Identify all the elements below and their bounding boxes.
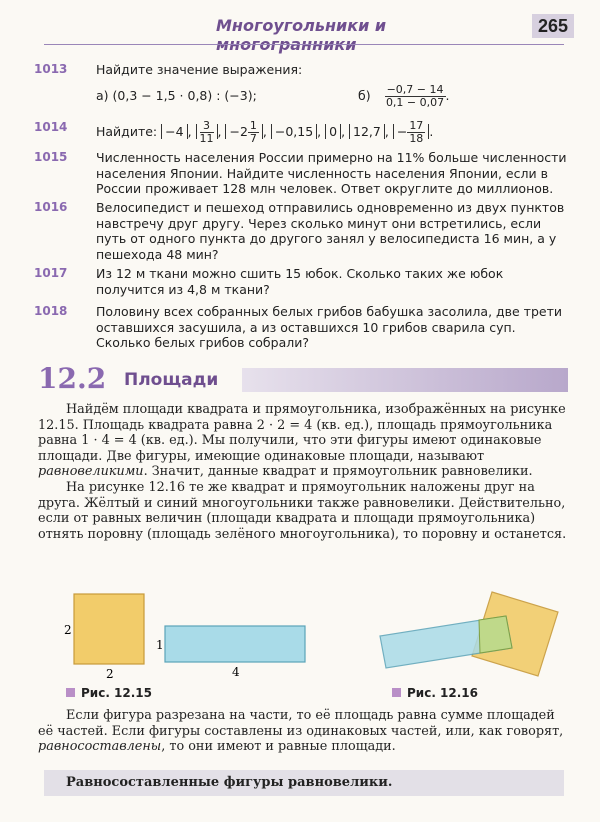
part-b-label: б) (358, 87, 371, 103)
sign: − (396, 124, 408, 139)
abs-value-1: −4 (161, 124, 187, 139)
section-number: 12.2 (38, 362, 107, 395)
separator: , (384, 124, 393, 139)
abs-value-4: −0,15 (271, 124, 317, 139)
exercise-text: Из 12 м ткани можно сшить 15 юбок. Сколько таких же юбок получится из 4,8 м ткани? (96, 266, 504, 297)
exercise-number: 1015 (34, 150, 68, 164)
exercise-number: 1013 (34, 62, 68, 76)
exercise-text: Численность населения России примерно на 11% больше численности населения Японии. Найдите численность населения Японии, если в России проживает 128 млн человек. Ответ округлите до миллионов. (96, 150, 567, 196)
fraction-numerator: 17 (409, 119, 424, 132)
header-title: Многоугольники и многогранники (216, 16, 387, 54)
caption-text: Рис. 12.16 (407, 686, 479, 700)
abs-value-2 (196, 119, 218, 145)
body-text (38, 402, 568, 542)
caption-12-16 (392, 686, 478, 700)
exercise-1018 (34, 304, 568, 351)
caption-12-15 (66, 686, 152, 700)
term-equal-area: равновеликими (38, 464, 144, 480)
exercise-number: 1018 (34, 304, 68, 318)
fraction-numerator: −0,7 − 14 (386, 82, 444, 96)
exercise-1014: 1014 Найдите: −4 , $\frac{3}{11}$ , −2 $\frac{1}{7}$ , −0,15 , 0 , 12,7 , − $\frac{17}{18}$ . (34, 119, 434, 145)
exercise-1017 (34, 266, 568, 297)
paragraph-1 (38, 402, 568, 480)
fraction-numerator: 3 (200, 120, 214, 133)
figure-12-15 (40, 590, 310, 682)
section-band (242, 368, 568, 392)
separator: , (262, 124, 271, 139)
separator: , (317, 124, 326, 139)
abs-value-5: 0 (325, 124, 341, 139)
caption-text: Рис. 12.15 (81, 686, 153, 700)
paragraph-text: Если фигура разрезана на части, то её площадь равна сумме площадей её частей. Если фигуры составлены из одинаковых частей, или, как говорят, (38, 708, 564, 739)
body-text-2 (38, 708, 568, 755)
green-overlap (479, 616, 512, 653)
fraction-denominator: 0,1 − 0,07 (385, 95, 445, 109)
rect-left-label: 1 (156, 638, 164, 652)
exercise-1013: 1013 Найдите значение выражения: а) (0,3 − 1,5 · 0,8) : (−3); б) $\frac{-0,7 - 14}{0,1 - 0,07}$ . (34, 62, 568, 110)
running-header (216, 16, 569, 54)
exercise-1016 (34, 200, 568, 262)
separator: , (217, 124, 226, 139)
paragraph-text: Найдём площади квадрата и прямоугольника, изображённых на рисунке 12.15. Площадь квадрата равна 2 · 2 = 4 (кв. ед.), площадь прямоугольника равна 1 · 4 = 4 (кв. ед.). Мы получили, что эти фигуры имеют одинаковые площади. Две фигуры, имеющие одинаковые площади, называют (38, 402, 566, 464)
exercise-text: Половину всех собранных белых грибов бабушка засолила, две трети оставшихся засушила, а из оставшихся 10 грибов сварила суп. Сколько белых грибов собрали? (96, 304, 562, 350)
part-a: а) (0,3 − 1,5 · 0,8) : (−3); (96, 87, 257, 103)
caption-marker-icon (66, 688, 75, 697)
fraction-numerator: 1 (249, 119, 257, 132)
fraction-denominator: 7 (249, 132, 257, 145)
section-title: Площади (124, 370, 219, 390)
exercise-text: Велосипедист и пешеход отправились одновременно из двух пунктов навстречу друг другу. Через сколько минут они встретились, если путь от одного пункта до другого занял у велосипедиста 16 мин, а у пешехода 48 мин? (96, 200, 565, 262)
part-b-fraction (385, 84, 446, 109)
figure-12-16 (376, 586, 566, 682)
exercise-number: 1014 (34, 120, 68, 134)
exercise-number: 1016 (34, 200, 68, 214)
square-bottom-label: 2 (106, 667, 114, 681)
abs-value-7 (393, 119, 429, 145)
exercise-number: 1017 (34, 266, 68, 280)
separator: , (341, 124, 350, 139)
rule-box: Равносоставленные фигуры равновелики. (44, 770, 564, 796)
caption-marker-icon (392, 688, 401, 697)
fraction-denominator: 18 (409, 132, 424, 145)
exercise-text: Найдите значение выражения: (96, 62, 303, 77)
exercise-1015 (34, 150, 568, 197)
yellow-square (74, 594, 144, 664)
paragraph-text: , то они имеют и равные площади. (161, 739, 396, 755)
blue-rectangle (165, 626, 305, 662)
page-number: 265 (532, 14, 574, 38)
whole-part: −2 (229, 124, 248, 139)
rect-bottom-label: 4 (232, 665, 240, 679)
square-side-label: 2 (64, 623, 72, 637)
exercise-lead: Найдите: (96, 124, 158, 139)
separator: , (187, 124, 196, 139)
fraction-denominator: 11 (199, 132, 214, 145)
abs-value-6: 12,7 (349, 124, 385, 139)
header-rule (44, 44, 564, 45)
paragraph-text: . Значит, данные квадрат и прямоугольник равновелики. (143, 464, 533, 480)
term-equal-composition: равносоставлены (38, 739, 162, 755)
abs-value-3 (225, 119, 262, 145)
paragraph-3 (38, 708, 568, 755)
paragraph-2: На рисунке 12.16 те же квадрат и прямоугольник наложены друг на друга. Жёлтый и синий многоугольники также равновелики. Действительно, если от равных величин (площади квадрата и площади прямоугольника) отнять поровну (площадь зелёного многоугольника), то поровну и останется. (38, 479, 567, 542)
section-heading (28, 362, 568, 398)
